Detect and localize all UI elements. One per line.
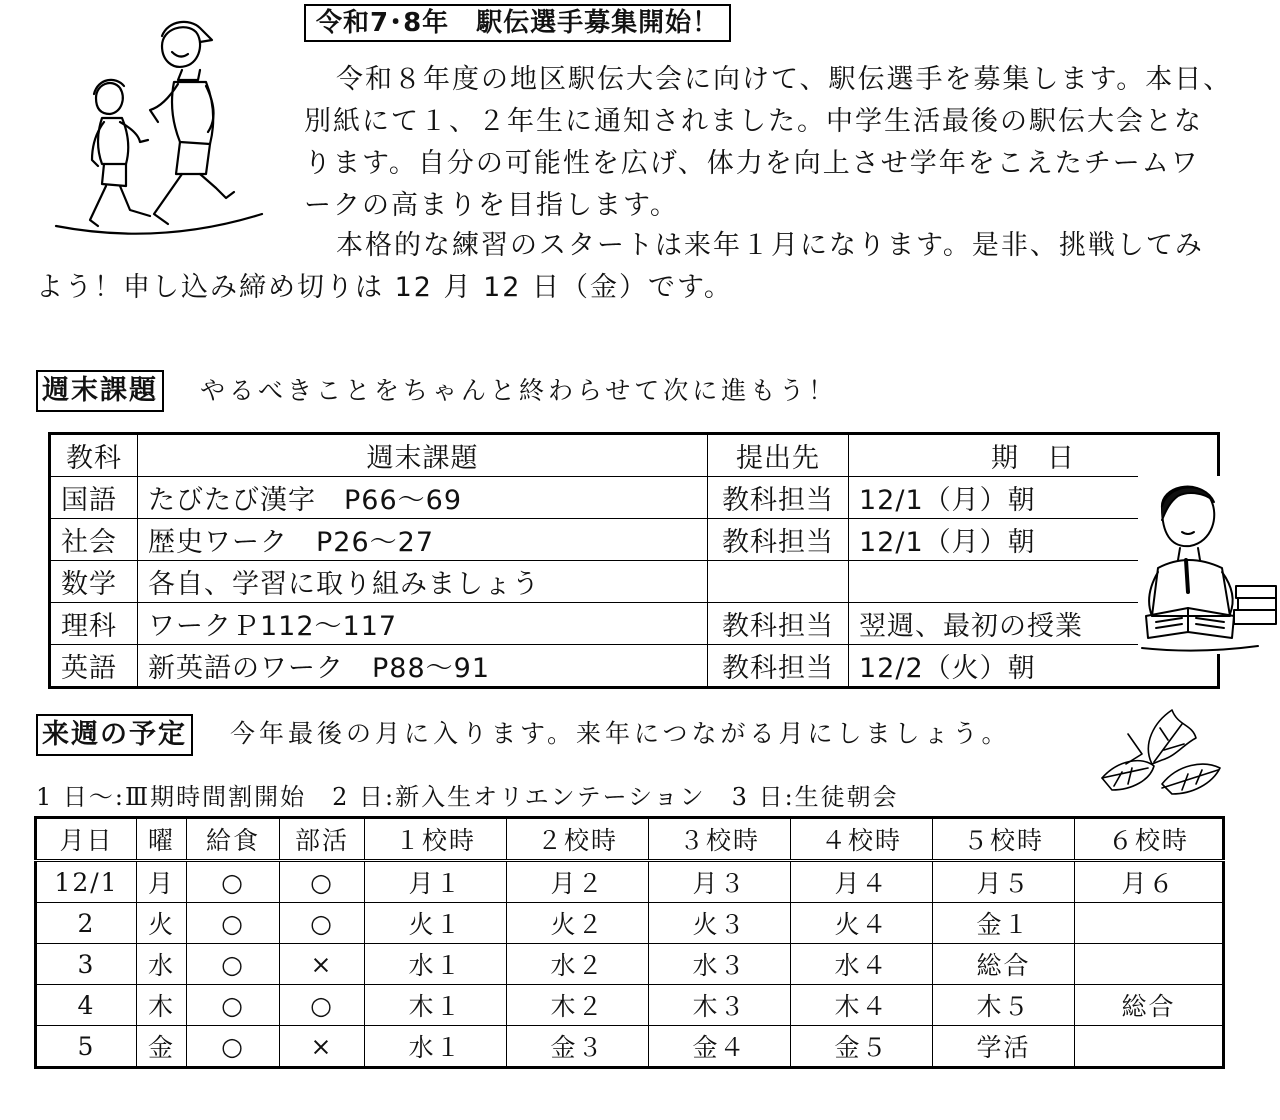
subject-cell: 数学 <box>50 561 138 603</box>
period-cell: 月６ <box>1075 861 1224 903</box>
column-header-club: 部活 <box>280 818 365 861</box>
weekday-cell: 火 <box>137 903 187 944</box>
lunch-cell: ○ <box>187 1026 280 1068</box>
period-cell: 木５ <box>933 985 1075 1026</box>
period-cell: 金１ <box>933 903 1075 944</box>
period-cell: 火４ <box>791 903 933 944</box>
club-cell: ○ <box>280 903 365 944</box>
submit-to-cell: 教科担当 <box>708 477 849 519</box>
ekiden-paragraph-line: よう！申し込み締め切りは 12 月 12 日（金）です。 <box>36 272 733 303</box>
period-cell: 火１ <box>365 903 507 944</box>
lunch-cell: ○ <box>187 861 280 903</box>
period-cell: 木１ <box>365 985 507 1026</box>
autumn-leaves-illustration <box>1092 704 1226 796</box>
weekday-cell: 水 <box>137 944 187 985</box>
subject-cell: 理科 <box>50 603 138 645</box>
schedule-section-title: 来週の予定 <box>36 714 193 756</box>
column-header-period-2: ２校時 <box>507 818 649 861</box>
table-header-row <box>36 818 1224 861</box>
period-cell: 月２ <box>507 861 649 903</box>
date-cell: 2 <box>36 903 137 944</box>
lunch-cell: ○ <box>187 944 280 985</box>
table-row <box>50 561 1219 603</box>
period-cell: 水３ <box>649 944 791 985</box>
weekday-cell: 金 <box>137 1026 187 1068</box>
due-date-cell: 翌週、最初の授業 <box>849 603 1219 645</box>
ekiden-headline: 令和7･8年 駅伝選手募集開始！ <box>304 4 731 42</box>
period-cell: 金５ <box>791 1026 933 1068</box>
column-header-subject: 教科 <box>50 434 138 477</box>
column-header-period-5: ５校時 <box>933 818 1075 861</box>
subject-cell: 英語 <box>50 645 138 688</box>
period-cell <box>1075 1026 1224 1068</box>
club-cell: ○ <box>280 985 365 1026</box>
period-cell: 月４ <box>791 861 933 903</box>
club-cell: × <box>280 944 365 985</box>
period-cell: 総合 <box>933 944 1075 985</box>
table-row <box>50 519 1219 561</box>
period-cell: 金３ <box>507 1026 649 1068</box>
period-cell: 月１ <box>365 861 507 903</box>
ekiden-paragraph-line: 本格的な練習のスタートは来年１月になります。是非、挑戦してみ <box>336 230 1204 261</box>
submit-to-cell: 教科担当 <box>708 603 849 645</box>
period-cell: 月５ <box>933 861 1075 903</box>
student-reading-illustration <box>1138 476 1280 654</box>
date-cell: 3 <box>36 944 137 985</box>
period-cell: 水２ <box>507 944 649 985</box>
assignment-cell: 各自、学習に取り組みましょう <box>138 561 708 603</box>
lunch-cell: ○ <box>187 985 280 1026</box>
column-header-period-1: １校時 <box>365 818 507 861</box>
weekday-cell: 木 <box>137 985 187 1026</box>
period-cell: 火２ <box>507 903 649 944</box>
club-cell: × <box>280 1026 365 1068</box>
schedule-note: 1 日～:Ⅲ期時間割開始 2 日:新入生オリエンテーション 3 日:生徒朝会 <box>36 783 899 811</box>
column-header-period-6: ６校時 <box>1075 818 1224 861</box>
column-header-period-3: ３校時 <box>649 818 791 861</box>
submit-to-cell: 教科担当 <box>708 645 849 688</box>
ekiden-paragraph-line: ります。自分の可能性を広げ、体力を向上させ学年をこえたチームワ <box>304 148 1200 179</box>
subject-cell: 社会 <box>50 519 138 561</box>
period-cell: 月３ <box>649 861 791 903</box>
period-cell <box>1075 903 1224 944</box>
due-date-cell: 12/1（月）朝 <box>849 477 1219 519</box>
column-header-date: 月日 <box>36 818 137 861</box>
column-header-submit-to: 提出先 <box>708 434 849 477</box>
table-row <box>36 1026 1224 1068</box>
due-date-cell: 12/2（火）朝 <box>849 645 1219 688</box>
table-row <box>36 944 1224 985</box>
schedule-section-subtitle: 今年最後の月に入ります。来年につながる月にしましょう。 <box>230 719 1011 748</box>
period-cell: 学活 <box>933 1026 1075 1068</box>
period-cell <box>1075 944 1224 985</box>
table-row <box>36 903 1224 944</box>
table-row <box>50 603 1219 645</box>
period-cell: 火３ <box>649 903 791 944</box>
runners-illustration <box>50 14 270 240</box>
ekiden-paragraph-line: 令和８年度の地区駅伝大会に向けて、駅伝選手を募集します。本日、 <box>336 64 1233 95</box>
ekiden-paragraph-line: ークの高まりを目指します。 <box>304 190 679 221</box>
period-cell: 水１ <box>365 1026 507 1068</box>
table-row <box>36 861 1224 903</box>
assignment-cell: ワークＰ112～117 <box>138 603 708 645</box>
homework-section-title: 週末課題 <box>36 370 164 412</box>
weekday-cell: 月 <box>137 861 187 903</box>
due-date-cell: 12/1（月）朝 <box>849 519 1219 561</box>
date-cell: 5 <box>36 1026 137 1068</box>
period-cell: 水１ <box>365 944 507 985</box>
period-cell: 木２ <box>507 985 649 1026</box>
column-header-assignment: 週末課題 <box>138 434 708 477</box>
column-header-period-4: ４校時 <box>791 818 933 861</box>
submit-to-cell: 教科担当 <box>708 519 849 561</box>
assignment-cell: 歴史ワーク P26～27 <box>138 519 708 561</box>
assignment-cell: たびたび漢字 P66～69 <box>138 477 708 519</box>
club-cell: ○ <box>280 861 365 903</box>
period-cell: 総合 <box>1075 985 1224 1026</box>
period-cell: 水４ <box>791 944 933 985</box>
column-header-due-date: 期 日 <box>849 434 1219 477</box>
ekiden-paragraph-line: 別紙にて１、２年生に通知されました。中学生活最後の駅伝大会とな <box>304 106 1203 137</box>
table-row <box>36 985 1224 1026</box>
date-cell: 4 <box>36 985 137 1026</box>
table-row <box>50 477 1219 519</box>
assignment-cell: 新英語のワーク P88～91 <box>138 645 708 688</box>
lunch-cell: ○ <box>187 903 280 944</box>
table-header-row <box>50 434 1219 477</box>
table-row <box>50 645 1219 688</box>
subject-cell: 国語 <box>50 477 138 519</box>
column-header-weekday: 曜 <box>137 818 187 861</box>
period-cell: 木３ <box>649 985 791 1026</box>
date-cell: 12/1 <box>36 861 137 903</box>
schedule-table <box>34 816 1225 1069</box>
submit-to-cell <box>708 561 849 603</box>
column-header-lunch: 給食 <box>187 818 280 861</box>
period-cell: 金４ <box>649 1026 791 1068</box>
homework-table <box>48 432 1220 689</box>
period-cell: 木４ <box>791 985 933 1026</box>
homework-section-subtitle: やるべきことをちゃんと終わらせて次に進もう！ <box>200 376 838 405</box>
